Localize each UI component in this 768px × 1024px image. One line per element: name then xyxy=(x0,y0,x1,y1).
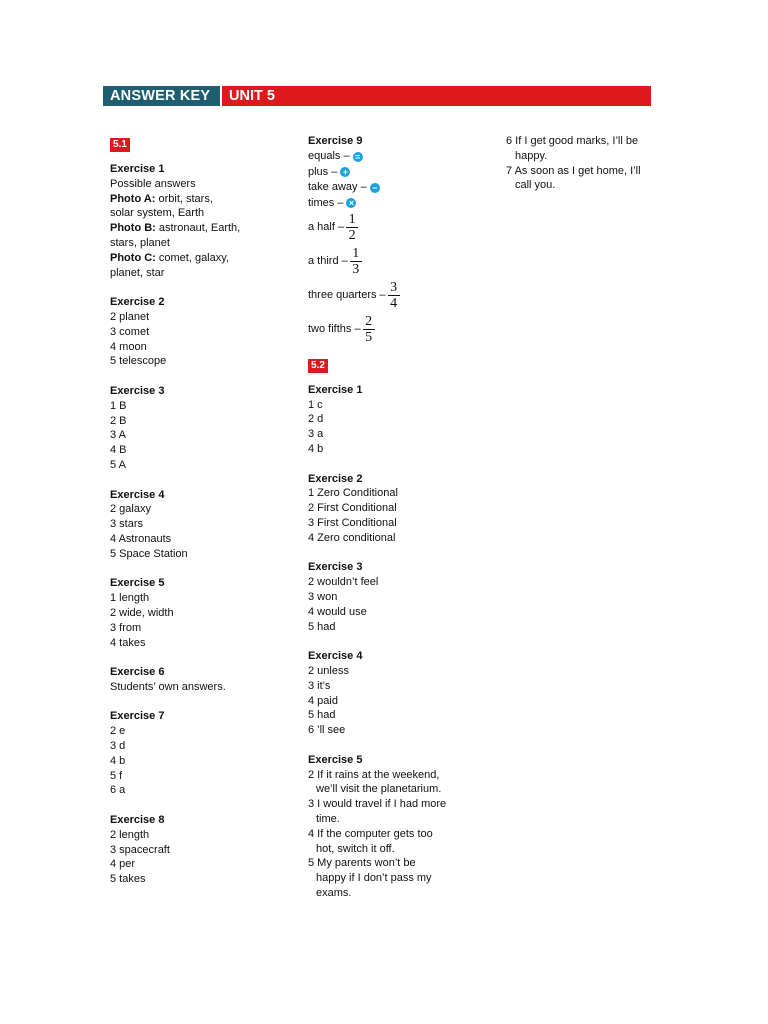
section-badge-5-1: 5.1 xyxy=(110,138,130,152)
exercise-block xyxy=(308,134,493,347)
answer-line: exams. xyxy=(316,886,352,899)
denominator: 2 xyxy=(348,228,356,244)
exercise-title: Exercise 9 xyxy=(308,135,363,147)
answer-line: 1 B xyxy=(110,399,127,412)
exercise-block xyxy=(110,488,295,562)
operation-line xyxy=(308,164,493,180)
answer-line: 2 planet xyxy=(110,310,150,323)
exercise-title: Exercise 4 xyxy=(308,650,363,663)
answer-item xyxy=(506,164,656,194)
answer-line: planet, star xyxy=(110,266,165,279)
denominator: 4 xyxy=(390,296,398,312)
answer-line: time. xyxy=(316,812,340,825)
answer-line: 3 First Conditional xyxy=(308,516,397,529)
operation-label: equals – xyxy=(308,150,350,163)
answer-line: 7 As soon as I get home, I’ll xyxy=(506,164,641,177)
answer-line: 2 B xyxy=(110,414,127,427)
numerator: 3 xyxy=(390,280,398,296)
answer-key-header xyxy=(103,86,651,106)
exercise-title: Exercise 5 xyxy=(308,753,363,766)
exercise-block xyxy=(110,384,295,473)
answer-line: 4 moon xyxy=(110,340,147,353)
answer-line: 4 paid xyxy=(308,694,338,707)
answer-line: 3 d xyxy=(110,740,126,753)
answer-line: 5 f xyxy=(110,769,123,782)
answer-line: 3 I would travel if I had more xyxy=(308,798,447,811)
fraction-line xyxy=(308,211,493,245)
exercise-title: Exercise 3 xyxy=(110,384,165,397)
photo-label: Photo A: xyxy=(110,192,156,205)
answer-text: astronaut, Earth, xyxy=(155,222,241,235)
plus-icon: + xyxy=(340,167,350,177)
header-unit-label: UNIT 5 xyxy=(220,86,651,106)
answer-line: 5 A xyxy=(110,458,126,471)
answer-line: 2 e xyxy=(110,725,126,738)
minus-icon: − xyxy=(370,183,380,193)
section-badge-5-2: 5.2 xyxy=(308,359,328,373)
numerator: 1 xyxy=(348,212,356,228)
exercise-title: Exercise 2 xyxy=(308,472,363,485)
answer-line: 3 from xyxy=(110,621,142,634)
column-2 xyxy=(308,134,493,901)
exercise-title: Exercise 5 xyxy=(110,577,165,590)
operation-line xyxy=(308,149,493,165)
fraction xyxy=(363,314,375,345)
column-3 xyxy=(506,134,656,193)
exercise-block xyxy=(308,383,493,457)
fraction-label: a third – xyxy=(308,255,348,268)
numerator: 2 xyxy=(365,314,373,330)
answer-line: 3 a xyxy=(308,428,324,441)
photo-label: Photo B: xyxy=(110,222,156,235)
answer-line: 6 ’ll see xyxy=(308,724,346,737)
fraction xyxy=(350,246,362,277)
answer-line: 5 My parents won’t be xyxy=(308,857,416,870)
answer-line: 5 Space Station xyxy=(110,547,188,560)
exercise-title: Exercise 6 xyxy=(110,666,165,679)
answer-line: we’ll visit the planetarium. xyxy=(316,783,442,796)
answer-line: call you. xyxy=(515,179,556,192)
fraction-label: three quarters – xyxy=(308,289,386,302)
answer-line: stars, planet xyxy=(110,236,170,249)
answer-item xyxy=(308,856,493,900)
answer-line: 2 wouldn’t feel xyxy=(308,576,379,589)
answer-line xyxy=(110,251,295,266)
exercise-block xyxy=(308,753,493,901)
answer-line: 6 a xyxy=(110,784,126,797)
fraction-line xyxy=(308,279,493,313)
answer-line: 4 would use xyxy=(308,605,367,618)
header-answer-key-label: ANSWER KEY xyxy=(103,86,220,106)
answer-line: 5 takes xyxy=(110,873,146,886)
answer-item xyxy=(308,827,493,857)
answer-line: 2 unless xyxy=(308,664,349,677)
exercise-title: Exercise 4 xyxy=(110,488,165,501)
exercise-block xyxy=(308,472,493,546)
fraction-line xyxy=(308,313,493,347)
answer-line: 4 If the computer gets too xyxy=(308,827,433,840)
answer-line: 3 stars xyxy=(110,518,144,531)
fraction-label: two fifths – xyxy=(308,323,361,336)
answer-line xyxy=(110,221,295,236)
operation-label: take away – xyxy=(308,181,367,194)
answer-line: 3 spacecraft xyxy=(110,843,170,856)
answer-line xyxy=(110,192,295,207)
answer-line: 1 c xyxy=(308,398,323,411)
answer-line: solar system, Earth xyxy=(110,207,205,220)
answer-line: 2 galaxy xyxy=(110,503,151,516)
answer-item xyxy=(308,797,493,827)
answer-line: 5 telescope xyxy=(110,355,167,368)
answer-line: 6 If I get good marks, I’ll be xyxy=(506,135,639,147)
numerator: 1 xyxy=(352,246,360,262)
column-1 xyxy=(110,134,295,887)
fraction-label: a half – xyxy=(308,221,345,234)
answer-item xyxy=(506,134,656,164)
answer-line: 4 b xyxy=(110,754,126,767)
operation-line xyxy=(308,195,493,211)
equals-icon: = xyxy=(353,152,363,162)
answer-text: comet, galaxy, xyxy=(155,251,229,264)
answer-line: 2 wide, width xyxy=(110,606,174,619)
answer-line: 4 Astronauts xyxy=(110,532,172,545)
operation-label: times – xyxy=(308,196,344,209)
denominator: 3 xyxy=(352,262,360,278)
times-icon: × xyxy=(346,198,356,208)
answer-line: 3 comet xyxy=(110,325,150,338)
exercise-block xyxy=(308,649,493,738)
exercise-title: Exercise 7 xyxy=(110,710,165,723)
exercise-block xyxy=(110,813,295,887)
operation-line xyxy=(308,180,493,196)
answer-line: 4 b xyxy=(308,442,324,455)
answer-line: 1 Zero Conditional xyxy=(308,487,398,500)
answer-line: 5 had xyxy=(308,620,336,633)
exercise-block xyxy=(308,560,493,634)
answer-line: 1 length xyxy=(110,592,150,605)
exercise-block xyxy=(110,162,295,280)
answer-line: happy. xyxy=(515,149,548,162)
answer-line: 2 First Conditional xyxy=(308,502,397,515)
answer-line: Possible answers xyxy=(110,177,196,190)
exercise-block xyxy=(110,576,295,650)
answer-line: 4 per xyxy=(110,858,136,871)
exercise-title: Exercise 1 xyxy=(308,383,363,396)
exercise-title: Exercise 1 xyxy=(110,163,165,175)
answer-line: 2 d xyxy=(308,413,324,426)
answer-line: 3 it’s xyxy=(308,679,331,692)
answer-line: 3 A xyxy=(110,429,126,442)
answer-text: orbit, stars, xyxy=(155,192,213,205)
answer-line: 4 B xyxy=(110,444,127,457)
answer-line: 5 had xyxy=(308,709,336,722)
exercise-block xyxy=(110,295,295,369)
answer-line: 2 length xyxy=(110,828,150,841)
exercise-title: Exercise 3 xyxy=(308,561,363,574)
answer-line: happy if I don’t pass my xyxy=(316,872,432,885)
answer-line: hot, switch it off. xyxy=(316,842,395,855)
denominator: 5 xyxy=(365,330,373,346)
answer-item xyxy=(308,768,493,798)
photo-label: Photo C: xyxy=(110,251,156,264)
answer-line: 4 takes xyxy=(110,636,146,649)
exercise-block xyxy=(110,665,295,695)
fraction xyxy=(388,280,400,311)
operation-label: plus – xyxy=(308,165,338,178)
answer-line: Students’ own answers. xyxy=(110,680,226,693)
exercise-title: Exercise 8 xyxy=(110,814,165,827)
fraction-line xyxy=(308,245,493,279)
answer-line: 3 won xyxy=(308,590,338,603)
answer-line: 4 Zero conditional xyxy=(308,531,396,544)
exercise-title: Exercise 2 xyxy=(110,296,165,309)
answer-line: 2 If it rains at the weekend, xyxy=(308,768,440,781)
exercise-block xyxy=(110,709,295,798)
fraction xyxy=(346,212,358,243)
